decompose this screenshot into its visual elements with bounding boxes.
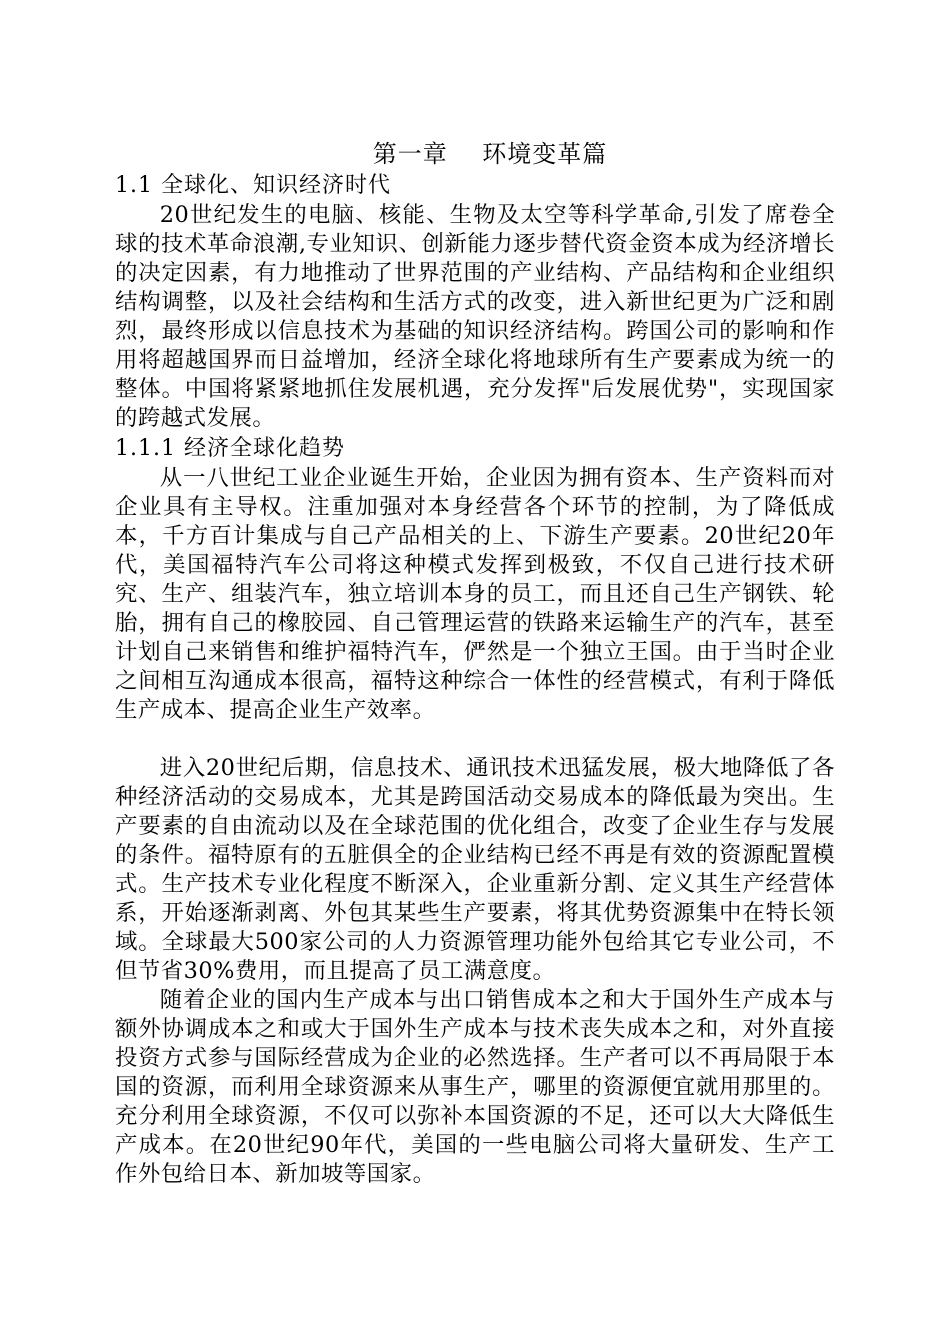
chapter-title: 第一章 环境变革篇 [372, 140, 608, 168]
paragraph-late-20th-century: 进入20世纪后期，信息技术、通讯技术迅猛发展，极大地降低了各种经济活动的交易成本，尤其是跨国活动交易成本的降低最为突出。生产要素的自由流动以及在全球范围的优化组合，改变了企业生存与发展的条件。福特原有的五脏俱全的企业结构已经不再是有效的资源配置模式。生产技术专业化程度不断深入，企业重新分割、定义其生产经营体系，开始逐渐剥离、外包其某些生产要素，将其优势资源集中在特长领域。全球最大500家公司的人力资源管理功能外包给其它专业公司，不但节省30%费用，而且提高了员工满意度。 [115, 755, 835, 984]
paragraph-knowledge-economy: 20世纪发生的电脑、核能、生物及太空等科学革命,引发了席卷全球的技术革命浪潮,专业知识、创新能力逐步替代资金资本成为经济增长的决定因素，有力地推动了世界范围的产业结构、产品结构和企业组织结构调整，以及社会结构和生活方式的改变，进入新世纪更为广泛和剧烈，最终形成以信息技术为基础的知识经济结构。跨国公司的影响和作用将超越国界而日益增加，经济全球化将地球所有生产要素成为统一的整体。中国将紧紧地抓住发展机遇，充分发挥"后发展优势"，实现国家的跨越式发展。 [115, 202, 835, 431]
paragraph-foreign-investment: 随着企业的国内生产成本与出口销售成本之和大于国外生产成本与额外协调成本之和或大于国外生产成本与技术丧失成本之和，对外直接投资方式参与国际经营成为企业的必然选择。生产者可以不再局限于本国的资源，而利用全球资源来从事生产，哪里的资源便宜就用那里的。充分利用全球资源，不仅可以弥补本国资源的不足，还可以大大降低生产成本。在20世纪90年代，美国的一些电脑公司将大量研发、生产工作外包给日本、新加坡等国家。 [115, 987, 835, 1187]
document-body [115, 138, 835, 1189]
paragraph-ford-model: 从一八世纪工业企业诞生开始，企业因为拥有资本、生产资料而对企业具有主导权。注重加强对本身经营各个环节的控制，为了降低成本，千方百计集成与自己产品相关的上、下游生产要素。20世纪20年代，美国福特汽车公司将这种模式发挥到极致，不仅自己进行技术研究、生产、组装汽车，独立培训本身的员工，而且还自己生产钢铁、轮胎，拥有自己的橡胶园、自己管理运营的铁路来运输生产的汽车，甚至计划自己来销售和维护福特汽车，俨然是一个独立王国。由于当时企业之间相互沟通成本很高，福特这种综合一体性的经营模式，有利于降低生产成本、提高企业生产效率。 [115, 465, 835, 723]
section-heading-1-1-1: 1.1.1 经济全球化趋势 [115, 436, 345, 461]
section-heading-1-1: 1.1 全球化、知识经济时代 [115, 173, 391, 198]
